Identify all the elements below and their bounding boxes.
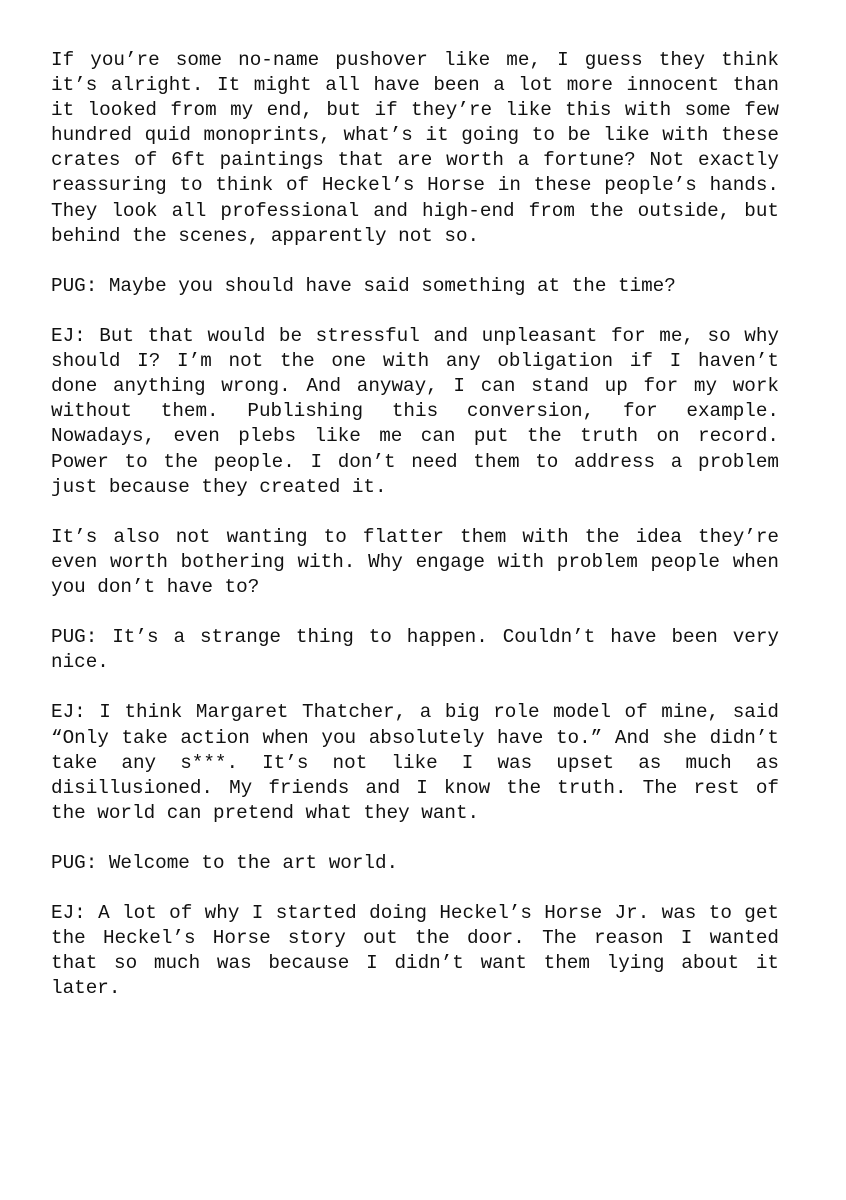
dialogue-paragraph: PUG: It’s a strange thing to happen. Couldn’t have been very nice. bbox=[51, 626, 779, 674]
dialogue-paragraph: PUG: Maybe you should have said something at the time? bbox=[51, 274, 676, 297]
body-paragraph: If you’re some no-name pushover like me, I guess they think it’s alright. It might all have been a lot more innocent than it looked from my end, but if they’re like this with some few hundred quid monoprints, what’s it going to be like with these crates of 6ft paintings that are worth a fortune? Not exactly reassuring to think of Heckel’s Horse in these people’s hands. They look all professional and high-end from the outside, but behind the scenes, apparently not so. bbox=[51, 49, 779, 247]
dialogue-paragraph: EJ: But that would be stressful and unpleasant for me, so why should I? I’m not the one with any obligation if I haven’t done anything wrong. And anyway, I can stand up for my work without them. Publishing this conversion, for example. Nowadays, even plebs like me can put the truth on record. Power to the people. I don’t need them to address a problem just because they created it. bbox=[51, 325, 779, 498]
body-paragraph: It’s also not wanting to flatter them with the idea they’re even worth bothering with. Why engage with problem people when you don’t have to? bbox=[51, 525, 779, 598]
dialogue-paragraph: PUG: Welcome to the art world. bbox=[51, 852, 399, 874]
dialogue-paragraph: EJ: A lot of why I started doing Heckel’s Horse Jr. was to get the Heckel’s Horse story out the door. The reason I wanted that so much was because I didn’t want them lying about it later. bbox=[51, 902, 779, 1000]
document-page bbox=[51, 48, 779, 1027]
dialogue-paragraph: EJ: I think Margaret Thatcher, a big role model of mine, said “Only take action when you absolutely have to.” And she didn’t take any s***. It’s not like I was upset as much as disillusioned. My friends and I know the truth. The rest of the world can pretend what they want. bbox=[51, 701, 779, 824]
